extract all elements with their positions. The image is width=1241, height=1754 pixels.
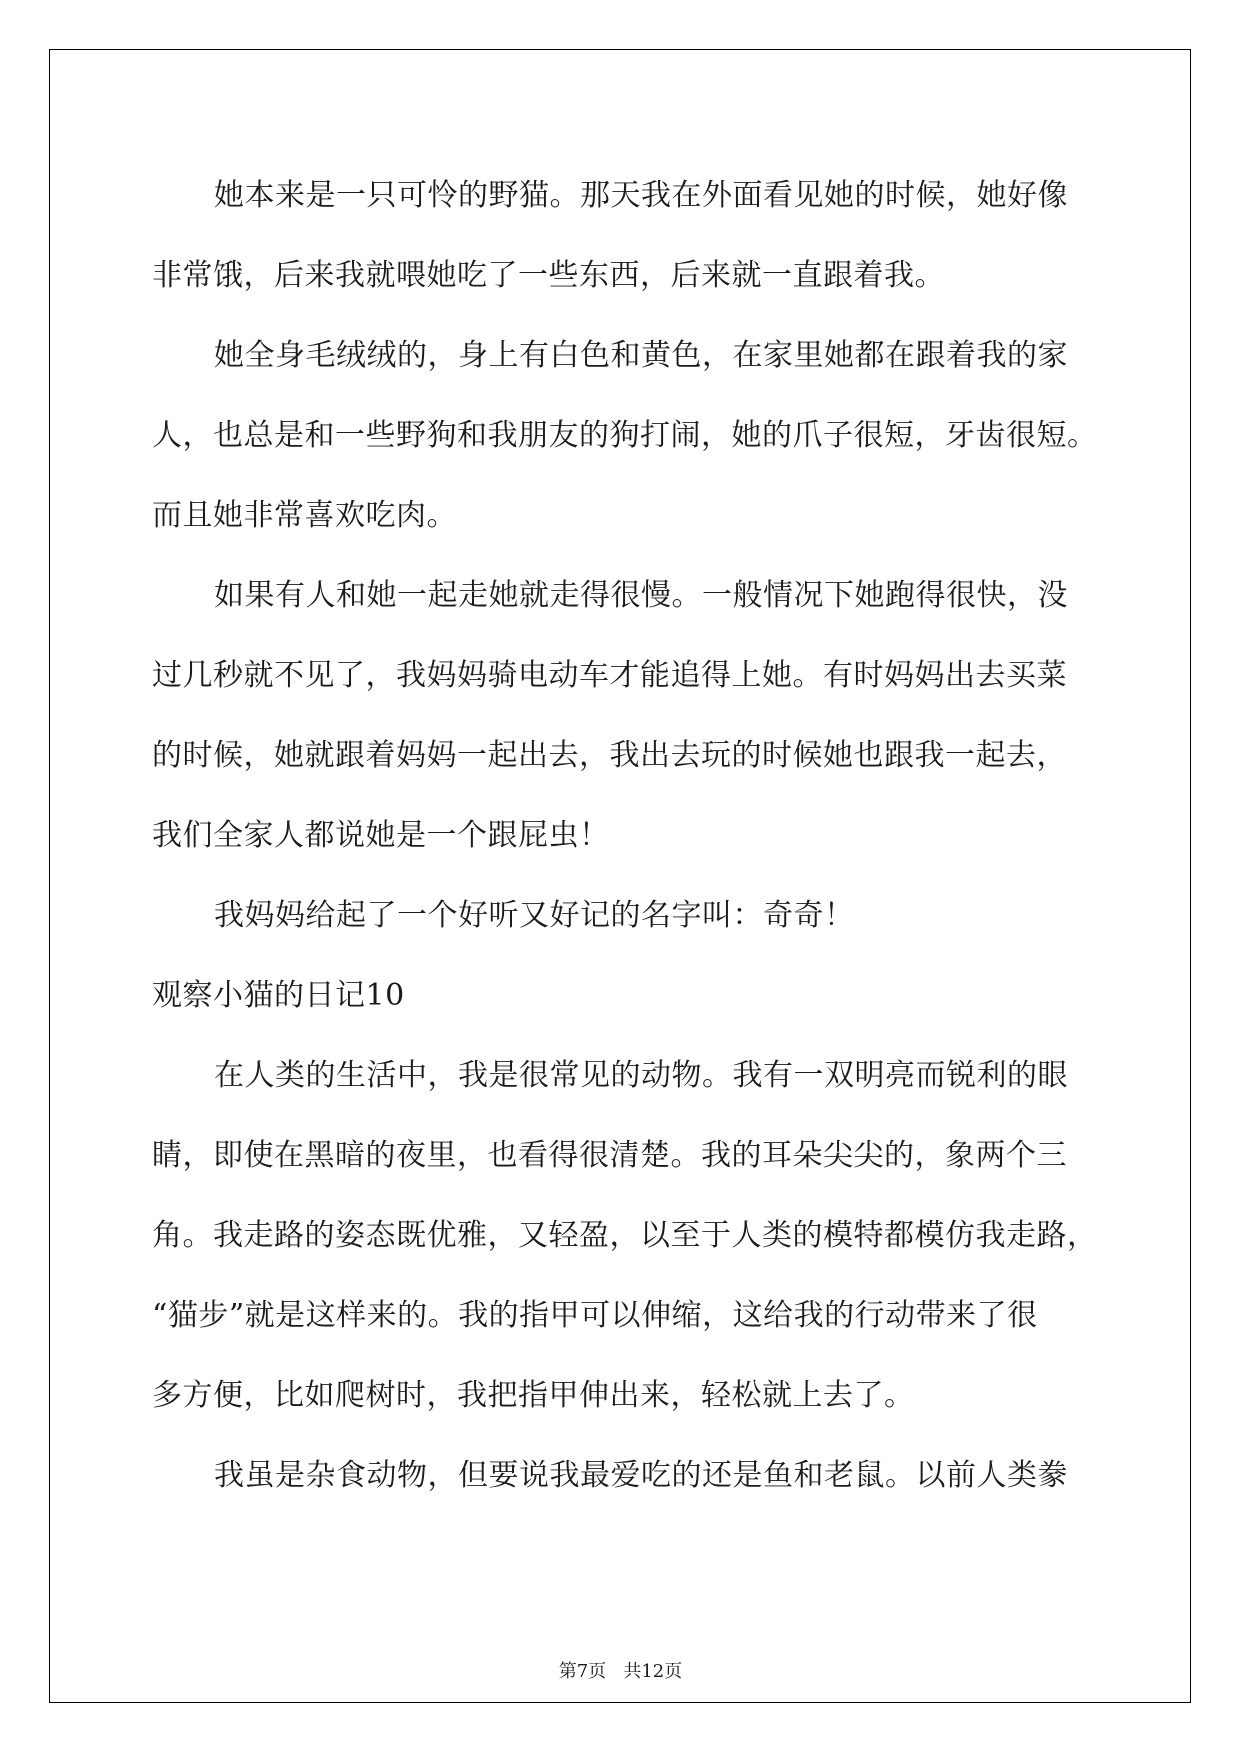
paragraph-line: 她本来是一只可怜的野猫。那天我在外面看见她的时候，她好像 bbox=[214, 178, 1068, 213]
page-number: 第7页 bbox=[558, 1661, 607, 1682]
footer-spacer bbox=[606, 1661, 623, 1682]
paragraph-line: 如果有人和她一起走她就走得很慢。一般情况下她跑得很快，没 bbox=[214, 578, 1068, 613]
paragraph-line: 而且她非常喜欢吃肉。 bbox=[152, 498, 457, 533]
paragraph-line: 我虽是杂食动物，但要说我最爱吃的还是鱼和老鼠。以前人类豢 bbox=[214, 1458, 1068, 1493]
paragraph-line: 我妈妈给起了一个好听又好记的名字叫：奇奇！ bbox=[214, 898, 855, 933]
paragraph-line: 她全身毛绒绒的，身上有白色和黄色，在家里她都在跟着我的家 bbox=[214, 338, 1068, 373]
paragraph-line: “猫步”就是这样来的。我的指甲可以伸缩，这给我的行动带来了很 bbox=[152, 1298, 1038, 1333]
paragraph-line: 睛，即使在黑暗的夜里，也看得很清楚。我的耳朵尖尖的，象两个三 bbox=[152, 1138, 1067, 1173]
paragraph-line: 的时候，她就跟着妈妈一起出去，我出去玩的时候她也跟我一起去， bbox=[152, 738, 1067, 773]
paragraph-line: 人，也总是和一些野狗和我朋友的狗打闹，她的爪子很短，牙齿很短。 bbox=[152, 418, 1098, 453]
paragraph-line: 在人类的生活中，我是很常见的动物。我有一双明亮而锐利的眼 bbox=[214, 1058, 1068, 1093]
paragraph-line: 角。我走路的姿态既优雅，又轻盈，以至于人类的模特都模仿我走路， bbox=[152, 1218, 1098, 1253]
document-body bbox=[152, 156, 1117, 1516]
page-total: 共12页 bbox=[623, 1661, 683, 1682]
section-heading: 观察小猫的日记10 bbox=[152, 978, 405, 1013]
paragraph-line: 非常饿，后来我就喂她吃了一些东西，后来就一直跟着我。 bbox=[152, 258, 945, 293]
paragraph-line: 我们全家人都说她是一个跟屁虫！ bbox=[152, 818, 610, 853]
paragraph-line: 过几秒就不见了，我妈妈骑电动车才能追得上她。有时妈妈出去买菜 bbox=[152, 658, 1067, 693]
page-footer bbox=[0, 1660, 1241, 1684]
paragraph-line: 多方便，比如爬树时，我把指甲伸出来，轻松就上去了。 bbox=[152, 1378, 915, 1413]
